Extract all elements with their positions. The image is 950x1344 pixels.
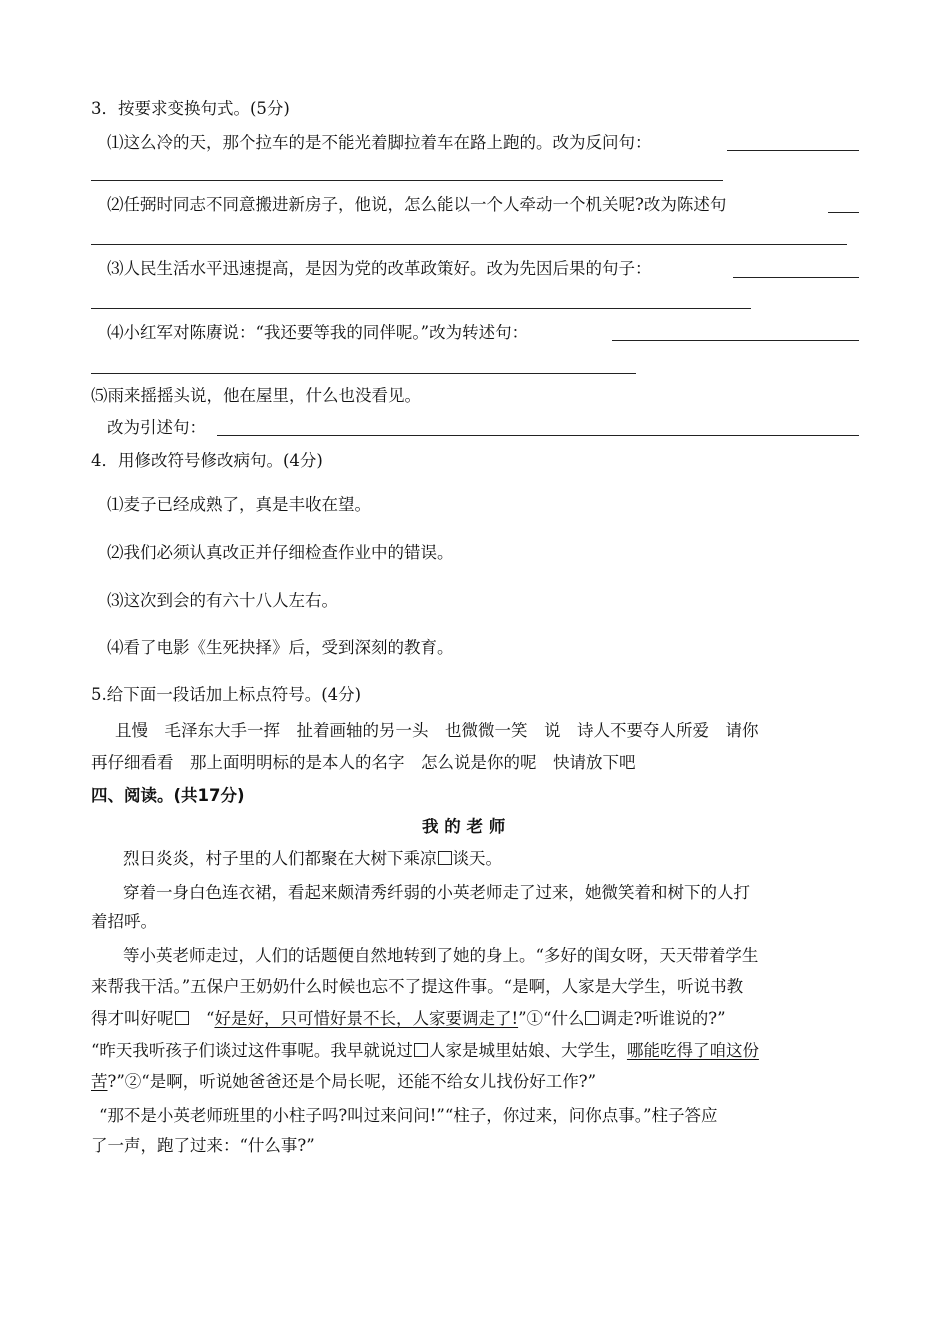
q3-title: 3．按要求变换句式。(5分) bbox=[91, 99, 290, 118]
underlined-sentence-2: 哪能吃得了咱这份 bbox=[626, 1041, 759, 1060]
q4-item-4: ⑷看了电影《生死抉择》后，受到深刻的教育。 bbox=[107, 638, 454, 657]
q4-item-2: ⑵我们必须认真改正并仔细检查作业中的错误。 bbox=[107, 543, 454, 562]
answer-line[interactable] bbox=[727, 150, 859, 151]
q3-item-2: ⑵任弼时同志不同意搬进新房子，他说，怎么能以一个人牵动一个机关呢?改为陈述句 bbox=[107, 195, 727, 214]
paragraph-2-line-2: 着招呼。 bbox=[91, 912, 157, 931]
answer-line[interactable] bbox=[91, 373, 636, 374]
answer-line[interactable] bbox=[91, 308, 751, 309]
blank-box[interactable] bbox=[438, 851, 452, 865]
q5-title: 5.给下面一段话加上标点符号。(4分) bbox=[91, 685, 362, 704]
q4-title: 4．用修改符号修改病句。(4分) bbox=[91, 451, 323, 470]
q3-item-4: ⑷小红军对陈赓说：“我还要等我的同伴呢。”改为转述句： bbox=[107, 323, 529, 342]
paragraph-1: 烈日炎炎，村子里的人们都聚在大树下乘凉 谈天。 bbox=[123, 849, 502, 868]
answer-line[interactable] bbox=[612, 340, 859, 341]
underlined-sentence-2-end: 苦 bbox=[91, 1072, 108, 1091]
answer-line[interactable] bbox=[828, 212, 859, 213]
q4-item-3: ⑶这次到会的有六十八人左右。 bbox=[107, 591, 338, 610]
q3-item-3: ⑶人民生活水平迅速提高，是因为党的改革政策好。改为先因后果的句子： bbox=[107, 259, 652, 278]
paragraph-3-line-2: 来帮我干活。”五保户王奶奶什么时候也忘不了提这件事。“是啊，人家是大学生，听说书教 bbox=[91, 977, 744, 996]
blank-box[interactable] bbox=[585, 1011, 599, 1025]
q5-line-1: 且慢 毛泽东大手一挥 扯着画轴的另一头 也微微一笑 说 诗人不要夺人所爱 请你 bbox=[115, 721, 759, 740]
q4-item-1: ⑴麦子已经成熟了，真是丰收在望。 bbox=[107, 495, 371, 514]
q5-line-2: 再仔细看看 那上面明明标的是本人的名字 怎么说是你的呢 快请放下吧 bbox=[91, 753, 636, 772]
paragraph-3-line-3: 得才叫好呢 “好是好，只可惜好景不长，人家要调走了!”①“什么 调走?听谁说的?” bbox=[91, 1009, 726, 1028]
section-title: 四、阅读。(共17分) bbox=[91, 786, 245, 805]
paragraph-4-line-2: 了一声，跑了过来：“什么事?” bbox=[91, 1136, 315, 1155]
paragraph-3-line-1: 等小英老师走过，人们的话题便自然地转到了她的身上。“多好的闺女呀，天天带着学生 bbox=[123, 946, 759, 965]
paragraph-3-line-4: “昨天我听孩子们谈过这件事呢。我早就说过 人家是城里姑娘、大学生，哪能吃得了咱这份 bbox=[91, 1041, 759, 1060]
blank-box[interactable] bbox=[414, 1043, 428, 1057]
q3-item-1: ⑴这么冷的天，那个拉车的是不能光着脚拉着车在路上跑的。改为反问句： bbox=[107, 133, 652, 152]
q3-item-5-prompt: 改为引述句： bbox=[107, 418, 206, 437]
blank-box[interactable] bbox=[175, 1011, 189, 1025]
answer-line[interactable] bbox=[91, 180, 723, 181]
underlined-sentence-1: 好是好，只可惜好景不长，人家要调走了! bbox=[214, 1009, 519, 1028]
answer-line[interactable] bbox=[217, 435, 859, 436]
q3-item-5: ⑸雨来摇摇头说，他在屋里，什么也没看见。 bbox=[91, 386, 421, 405]
paragraph-3-line-5: 苦?”②“是啊，听说她爸爸还是个局长呢，还能不给女儿找份好工作?” bbox=[91, 1072, 596, 1091]
answer-line[interactable] bbox=[733, 277, 859, 278]
article-title: 我 的 老 师 bbox=[422, 817, 506, 836]
answer-line[interactable] bbox=[91, 244, 847, 245]
paragraph-2-line-1: 穿着一身白色连衣裙，看起来颇清秀纤弱的小英老师走了过来，她微笑着和树下的人打 bbox=[123, 883, 750, 902]
paragraph-4-line-1: “那不是小英老师班里的小柱子吗?叫过来问问!”“柱子，你过来，问你点事。”柱子答应 bbox=[99, 1106, 718, 1125]
